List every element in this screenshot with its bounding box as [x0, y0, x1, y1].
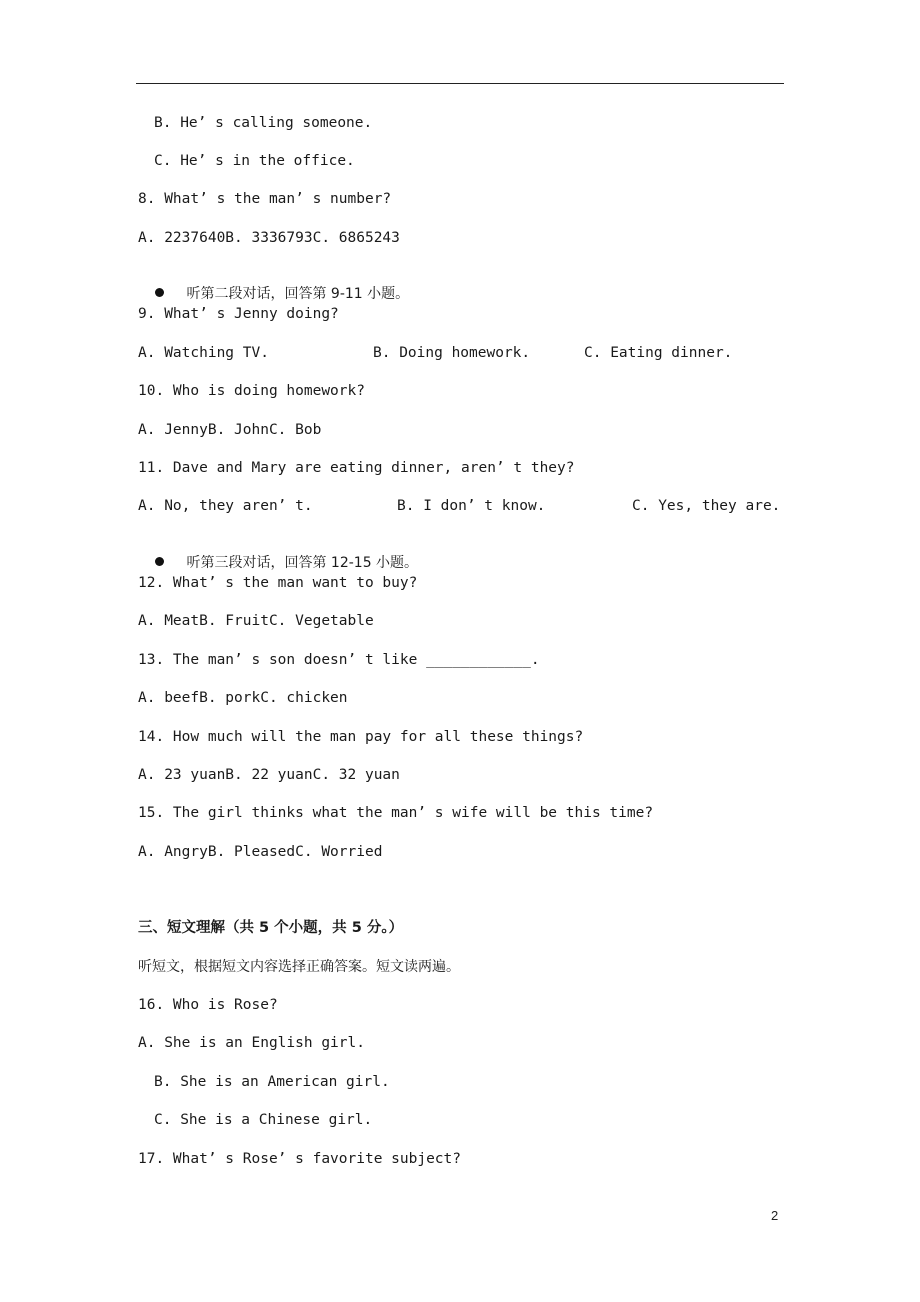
question-10: 10. Who is doing homework?: [138, 383, 365, 399]
question-11-option-a: A. No, they aren’ t.: [138, 498, 313, 514]
question-17: 17. What’ s Rose’ s favorite subject?: [138, 1151, 462, 1167]
question-13: 13. The man’ s son doesn’ t like ____________.: [138, 652, 540, 668]
question-8: 8. What’ s the man’ s number?: [138, 191, 392, 207]
question-9-options: [138, 344, 778, 362]
question-9-option-a: A. Watching TV.: [138, 345, 269, 361]
question-10-options: A. JennyB. JohnC. Bob: [138, 422, 322, 438]
question-13-options: A. beefB. porkC. chicken: [138, 690, 348, 706]
question-8-options: A. 2237640B. 3336793C. 6865243: [138, 230, 400, 246]
question-9-option-c: C. Eating dinner.: [584, 345, 733, 361]
section-2-instruction-row: [138, 267, 410, 302]
question-11: 11. Dave and Mary are eating dinner, aren’ t they?: [138, 460, 575, 476]
bullet-icon: [155, 557, 164, 566]
q7-option-b: B. He’ s calling someone.: [154, 115, 373, 131]
question-14-options: A. 23 yuanB. 22 yuanC. 32 yuan: [138, 767, 400, 783]
question-15: 15. The girl thinks what the man’ s wife will be this time?: [138, 805, 654, 821]
question-16: 16. Who is Rose?: [138, 997, 278, 1013]
part-3-title: 三、短文理解（共 5 个小题，共 5 分。）: [138, 920, 404, 936]
page-number: 2: [771, 1208, 779, 1223]
question-16-option-b: B. She is an American girl.: [154, 1074, 390, 1090]
q7-option-c: C. He’ s in the office.: [154, 153, 355, 169]
question-11-option-b: B. I don’ t know.: [397, 498, 546, 514]
question-14: 14. How much will the man pay for all these things?: [138, 729, 584, 745]
section-3-instruction: 听第三段对话，回答第 12-15 小题。: [186, 555, 419, 571]
section-3-instruction-row: [138, 536, 419, 571]
question-16-option-c: C. She is a Chinese girl.: [154, 1112, 373, 1128]
bullet-icon: [155, 288, 164, 297]
question-9-option-b: B. Doing homework.: [373, 345, 531, 361]
part-3-instruction: 听短文，根据短文内容选择正确答案。短文读两遍。: [138, 959, 460, 975]
question-11-option-c: C. Yes, they are.: [632, 498, 781, 514]
question-16-option-a: A. She is an English girl.: [138, 1035, 365, 1051]
question-9: 9. What’ s Jenny doing?: [138, 306, 339, 322]
question-12: 12. What’ s the man want to buy?: [138, 575, 418, 591]
section-2-instruction: 听第二段对话，回答第 9-11 小题。: [186, 286, 410, 302]
question-15-options: A. AngryB. PleasedC. Worried: [138, 844, 383, 860]
question-12-options: A. MeatB. FruitC. Vegetable: [138, 613, 374, 629]
header-rule: [136, 83, 784, 84]
question-11-options: [138, 497, 788, 515]
